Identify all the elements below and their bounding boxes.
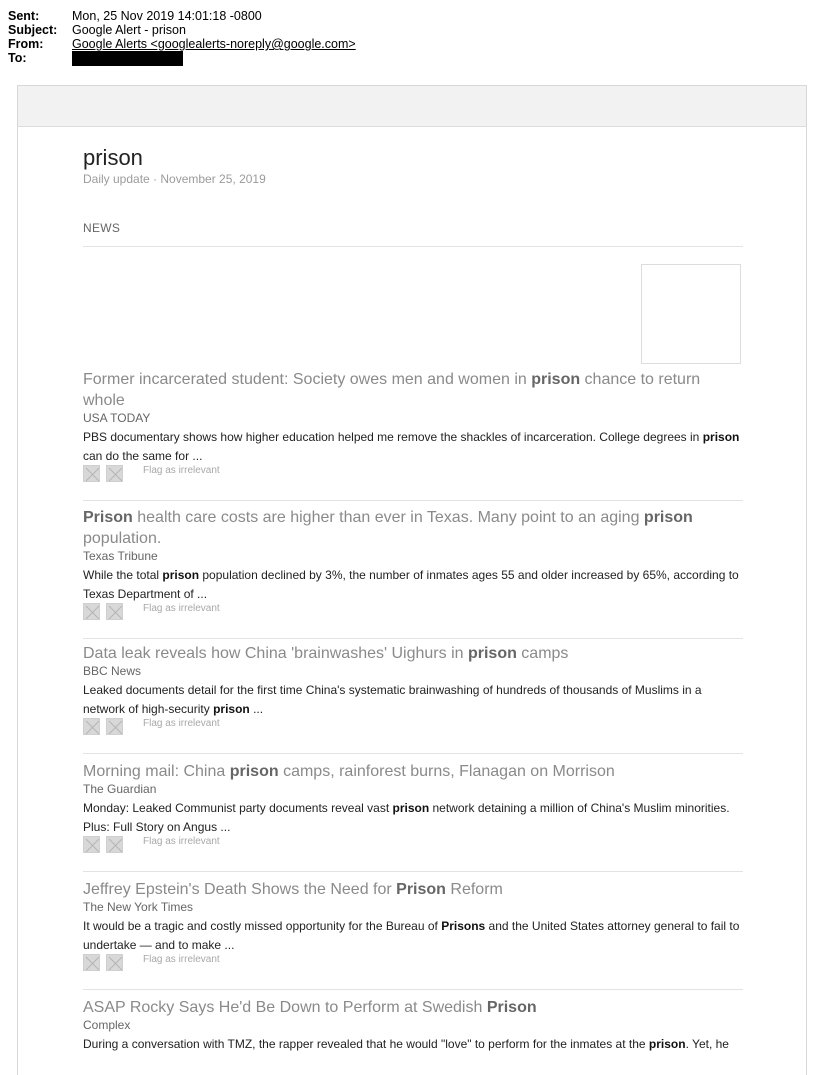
from-label: From: xyxy=(8,37,44,51)
news-item-source: Texas Tribune xyxy=(83,549,158,563)
share-icon[interactable] xyxy=(106,954,123,971)
keyword-highlight: prison xyxy=(643,509,693,526)
news-item-actions xyxy=(83,602,743,620)
flag-irrelevant-link[interactable]: Flag as irrelevant xyxy=(143,602,220,614)
divider xyxy=(83,500,743,501)
alert-frame xyxy=(17,85,807,1075)
news-item-snippet: PBS documentary shows how higher education helped me remove the shackles of incarceration. College degrees in prison can do the same for ... xyxy=(83,430,740,463)
keyword-highlight: prison xyxy=(162,568,200,582)
keyword-highlight: prison xyxy=(467,645,517,662)
subject-label: Subject: xyxy=(8,23,58,37)
news-item xyxy=(83,369,743,501)
news-item-snippet: While the total prison population declined by 3%, the number of inmates ages 55 and older increased by 65%, according to Texas Department of ... xyxy=(83,568,739,601)
divider xyxy=(83,246,743,247)
flag-irrelevant-link[interactable]: Flag as irrelevant xyxy=(143,717,220,729)
subject-row xyxy=(8,23,356,37)
subject-value: Google Alert - prison xyxy=(72,23,186,37)
news-item-source: The Guardian xyxy=(83,782,157,796)
share-icon[interactable] xyxy=(106,718,123,735)
share-icon[interactable] xyxy=(106,603,123,620)
sent-row xyxy=(8,9,356,23)
news-item-title-link[interactable]: ASAP Rocky Says He'd Be Down to Perform at Swedish Prison xyxy=(83,999,537,1016)
keyword-highlight: prison xyxy=(531,371,581,388)
sent-label: Sent: xyxy=(8,9,40,23)
news-thumbnail[interactable] xyxy=(641,264,741,364)
share-icon[interactable] xyxy=(83,836,100,853)
from-row xyxy=(8,37,356,51)
news-item-title-link[interactable]: Jeffrey Epstein's Death Shows the Need for Prison Reform xyxy=(83,881,503,898)
keyword-highlight: Prisons xyxy=(441,919,486,933)
news-item-source: Complex xyxy=(83,1018,131,1032)
share-icon[interactable] xyxy=(83,718,100,735)
news-item-source: USA TODAY xyxy=(83,411,151,425)
news-item xyxy=(83,997,743,1054)
section-label-news: NEWS xyxy=(83,221,121,235)
news-item-snippet: During a conversation with TMZ, the rapper revealed that he would "love" to perform for the inmates at the prison. Yet, he xyxy=(83,1037,729,1051)
keyword-highlight: Prison xyxy=(396,881,446,898)
to-label: To: xyxy=(8,51,27,65)
news-item xyxy=(83,879,743,990)
flag-irrelevant-link[interactable]: Flag as irrelevant xyxy=(143,953,220,965)
keyword-highlight: Prison xyxy=(83,509,133,526)
flag-irrelevant-link[interactable]: Flag as irrelevant xyxy=(143,464,220,476)
divider xyxy=(83,871,743,872)
email-header xyxy=(8,9,356,66)
keyword-highlight: Prison xyxy=(486,999,537,1016)
alert-frame-header xyxy=(18,86,806,127)
share-icon[interactable] xyxy=(83,603,100,620)
to-row xyxy=(8,51,356,66)
news-item-actions xyxy=(83,953,743,971)
flag-irrelevant-link[interactable]: Flag as irrelevant xyxy=(143,835,220,847)
alert-title: prison xyxy=(83,145,143,170)
news-item-source: BBC News xyxy=(83,664,142,678)
from-value[interactable]: Google Alerts <googlealerts-noreply@google.com> xyxy=(72,37,356,51)
news-item-actions xyxy=(83,835,743,853)
divider xyxy=(83,753,743,754)
news-item-actions xyxy=(83,717,743,735)
keyword-highlight: prison xyxy=(648,1037,686,1051)
share-icon[interactable] xyxy=(83,954,100,971)
sent-value: Mon, 25 Nov 2019 14:01:18 -0800 xyxy=(72,9,262,23)
news-item-title-link[interactable]: Prison health care costs are higher than ever in Texas. Many point to an aging prison population. xyxy=(83,509,693,547)
news-item-actions xyxy=(83,464,743,482)
news-item-title-link[interactable]: Morning mail: China prison camps, rainforest burns, Flanagan on Morrison xyxy=(83,763,615,780)
divider xyxy=(83,989,743,990)
keyword-highlight: prison xyxy=(213,702,250,716)
keyword-highlight: prison xyxy=(702,430,740,444)
news-item xyxy=(83,507,743,639)
share-icon[interactable] xyxy=(106,465,123,482)
share-icon[interactable] xyxy=(106,836,123,853)
news-item-snippet: It would be a tragic and costly missed opportunity for the Bureau of Prisons and the United States attorney general to fail to undertake — and to make ... xyxy=(83,919,740,952)
alert-subtitle: Daily update · November 25, 2019 xyxy=(83,172,266,186)
divider xyxy=(83,638,743,639)
news-item-source: The New York Times xyxy=(83,900,194,914)
news-item-title-link[interactable]: Former incarcerated student: Society owes men and women in prison chance to return whole xyxy=(83,371,701,409)
keyword-highlight: prison xyxy=(392,801,430,815)
keyword-highlight: prison xyxy=(229,763,279,780)
news-item xyxy=(83,643,743,754)
news-item-snippet: Leaked documents detail for the first time China's systematic brainwashing of hundreds of thousands of Muslims in a network of high-security prison ... xyxy=(83,683,702,716)
news-item xyxy=(83,761,743,872)
share-icon[interactable] xyxy=(83,465,100,482)
news-item-title-link[interactable]: Data leak reveals how China 'brainwashes' Uighurs in prison camps xyxy=(83,645,569,662)
news-item-snippet: Monday: Leaked Communist party documents reveal vast prison network detaining a million of China's Muslim minorities. Plus: Full Story on Angus ... xyxy=(83,801,730,834)
redacted-recipient xyxy=(72,51,183,66)
